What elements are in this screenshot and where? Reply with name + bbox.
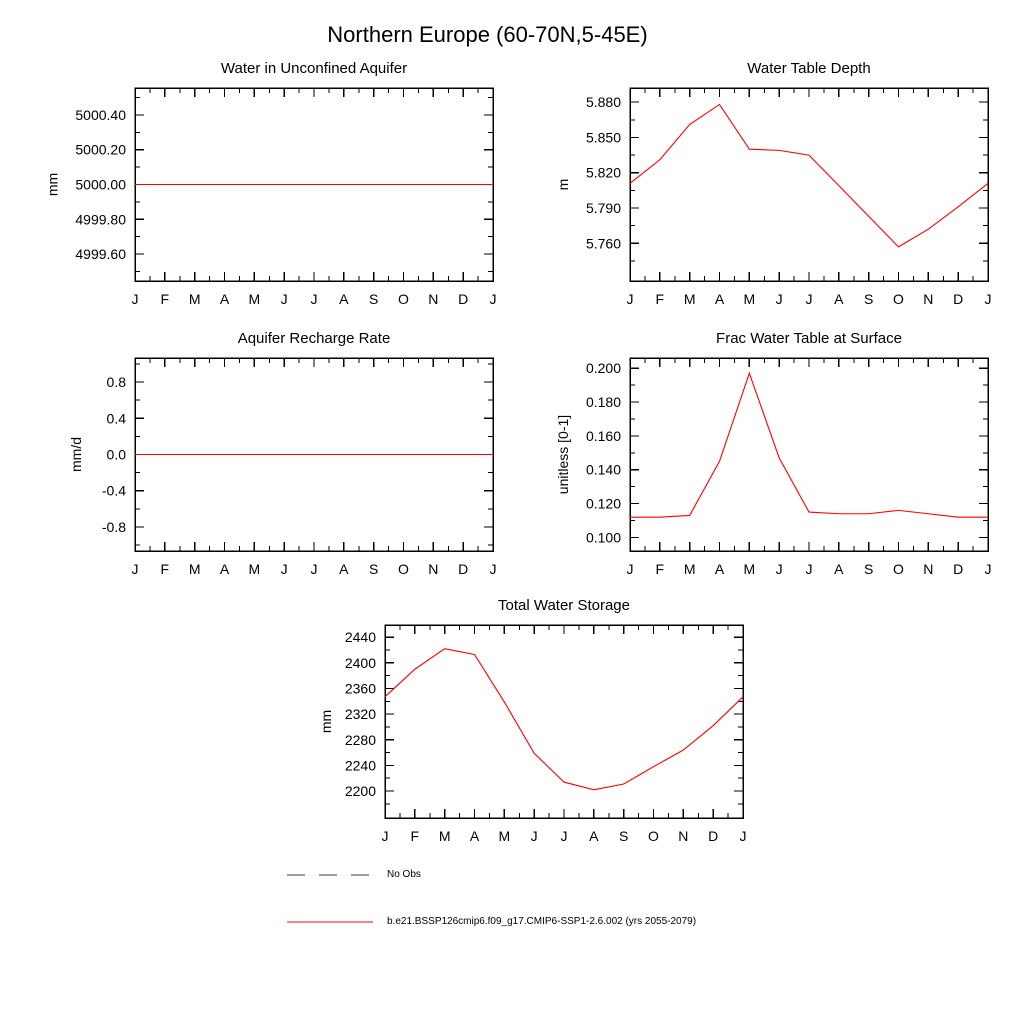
legend-item-model-run [287,916,696,927]
svg-text:F: F [410,828,420,844]
svg-text:O: O [398,561,409,577]
svg-text:J: J [381,828,389,844]
svg-text:N: N [428,291,439,307]
svg-text:2400: 2400 [344,654,376,671]
svg-text:unitless [0-1]: unitless [0-1] [555,414,571,495]
svg-text:J: J [805,291,813,307]
svg-text:5000.00: 5000.00 [75,176,126,193]
svg-text:5000.20: 5000.20 [75,141,126,158]
total-water-storage-chart [255,619,755,859]
svg-text:M: M [683,561,696,577]
svg-text:J: J [984,561,992,577]
svg-text:J: J [131,561,139,577]
svg-text:F: F [160,561,170,577]
svg-text:M: M [248,291,261,307]
svg-text:M: M [188,291,201,307]
svg-text:2240: 2240 [344,757,376,774]
svg-text:A: A [834,291,844,307]
svg-text:J: J [805,561,813,577]
svg-text:J: J [775,291,783,307]
svg-text:0.4: 0.4 [106,410,126,427]
svg-text:J: J [984,291,992,307]
legend-label-model-run: b.e21.BSSP126cmip6.f09_g17.CMIP6-SSP1-2.6.002 (yrs 2055-2079) [387,916,697,927]
no-obs-dashed-line-icon [287,870,373,880]
svg-text:A: A [219,561,230,577]
svg-text:J: J [560,828,568,844]
water-in-unconfined-aquifer-chart [5,82,505,322]
svg-text:J: J [280,561,288,577]
svg-text:M: M [683,291,696,307]
svg-text:-0.8: -0.8 [101,518,126,535]
svg-text:N: N [428,561,439,577]
svg-text:J: J [626,561,634,577]
svg-text:0.8: 0.8 [106,374,126,391]
svg-text:J: J [739,828,747,844]
svg-text:J: J [775,561,783,577]
svg-text:N: N [923,561,934,577]
svg-text:S: S [863,561,874,577]
svg-text:D: D [708,828,719,844]
figure-title: Northern Europe (60-70N,5-45E) [327,22,648,47]
panel-title: Total Water Storage [497,597,630,614]
svg-text:4999.60: 4999.60 [75,246,126,263]
svg-text:A: A [834,561,844,577]
svg-text:J: J [489,291,497,307]
panel-total-water-storage [255,597,755,859]
svg-text:O: O [893,291,904,307]
panel-water-table-depth [500,60,1000,322]
water-table-depth-chart [500,82,1000,322]
svg-text:mm: mm [317,709,334,734]
svg-text:O: O [648,828,659,844]
svg-text:-0.4: -0.4 [101,482,126,499]
svg-text:5.880: 5.880 [585,94,621,111]
svg-text:M: M [188,561,201,577]
svg-text:A: A [714,291,725,307]
svg-text:0.180: 0.180 [585,394,621,411]
svg-text:J: J [626,291,634,307]
panel-water-in-unconfined-aquifer [5,60,505,322]
svg-text:m: m [555,178,571,191]
panel-title: Water in Unconfined Aquifer [220,60,408,77]
svg-text:S: S [863,291,874,307]
svg-text:O: O [398,291,409,307]
svg-text:0.0: 0.0 [106,446,126,463]
svg-text:J: J [131,291,139,307]
svg-text:mm: mm [44,172,61,197]
svg-text:J: J [310,561,318,577]
svg-text:5.820: 5.820 [585,164,621,181]
svg-text:M: M [438,828,451,844]
legend-label-no-obs: No Obs [387,869,421,880]
svg-text:mm/d: mm/d [67,437,84,472]
panel-title: Water Table Depth [747,60,871,77]
svg-text:N: N [923,291,934,307]
svg-text:M: M [248,561,261,577]
panel-title: Frac Water Table at Surface [716,330,902,347]
svg-text:2440: 2440 [344,629,376,646]
svg-text:M: M [498,828,511,844]
svg-text:5.850: 5.850 [585,129,621,146]
svg-text:F: F [655,291,665,307]
svg-text:0.200: 0.200 [585,360,621,377]
svg-text:2280: 2280 [344,731,376,748]
svg-text:F: F [655,561,665,577]
legend-item-no-obs [287,869,421,880]
svg-text:J: J [280,291,288,307]
svg-text:A: A [339,291,349,307]
svg-text:A: A [469,828,480,844]
svg-text:S: S [368,291,379,307]
svg-text:F: F [160,291,170,307]
svg-text:N: N [678,828,689,844]
panel-aquifer-recharge-rate [5,330,505,592]
svg-text:5.790: 5.790 [585,200,621,217]
svg-text:D: D [458,561,469,577]
svg-text:D: D [458,291,469,307]
svg-text:2360: 2360 [344,680,376,697]
svg-text:A: A [714,561,725,577]
frac-water-table-at-surface-chart [500,352,1000,592]
svg-text:O: O [893,561,904,577]
svg-text:J: J [489,561,497,577]
svg-text:S: S [368,561,379,577]
svg-text:5000.40: 5000.40 [75,106,126,123]
svg-text:2200: 2200 [344,783,376,800]
svg-text:0.120: 0.120 [585,495,621,512]
svg-text:M: M [743,291,756,307]
model-run-line-icon [287,917,373,927]
svg-text:5.760: 5.760 [585,235,621,252]
svg-text:J: J [530,828,538,844]
svg-text:S: S [618,828,629,844]
aquifer-recharge-rate-chart [5,352,505,592]
svg-text:M: M [743,561,756,577]
svg-text:A: A [339,561,349,577]
svg-text:A: A [219,291,230,307]
panel-title: Aquifer Recharge Rate [237,330,391,347]
svg-text:A: A [589,828,599,844]
svg-text:4999.80: 4999.80 [75,211,126,228]
svg-text:0.160: 0.160 [585,427,621,444]
svg-text:0.100: 0.100 [585,529,621,546]
panel-frac-water-table-at-surface [500,330,1000,592]
svg-text:2320: 2320 [344,706,376,723]
svg-text:0.140: 0.140 [585,461,621,478]
svg-text:D: D [953,291,964,307]
svg-text:D: D [953,561,964,577]
svg-text:J: J [310,291,318,307]
